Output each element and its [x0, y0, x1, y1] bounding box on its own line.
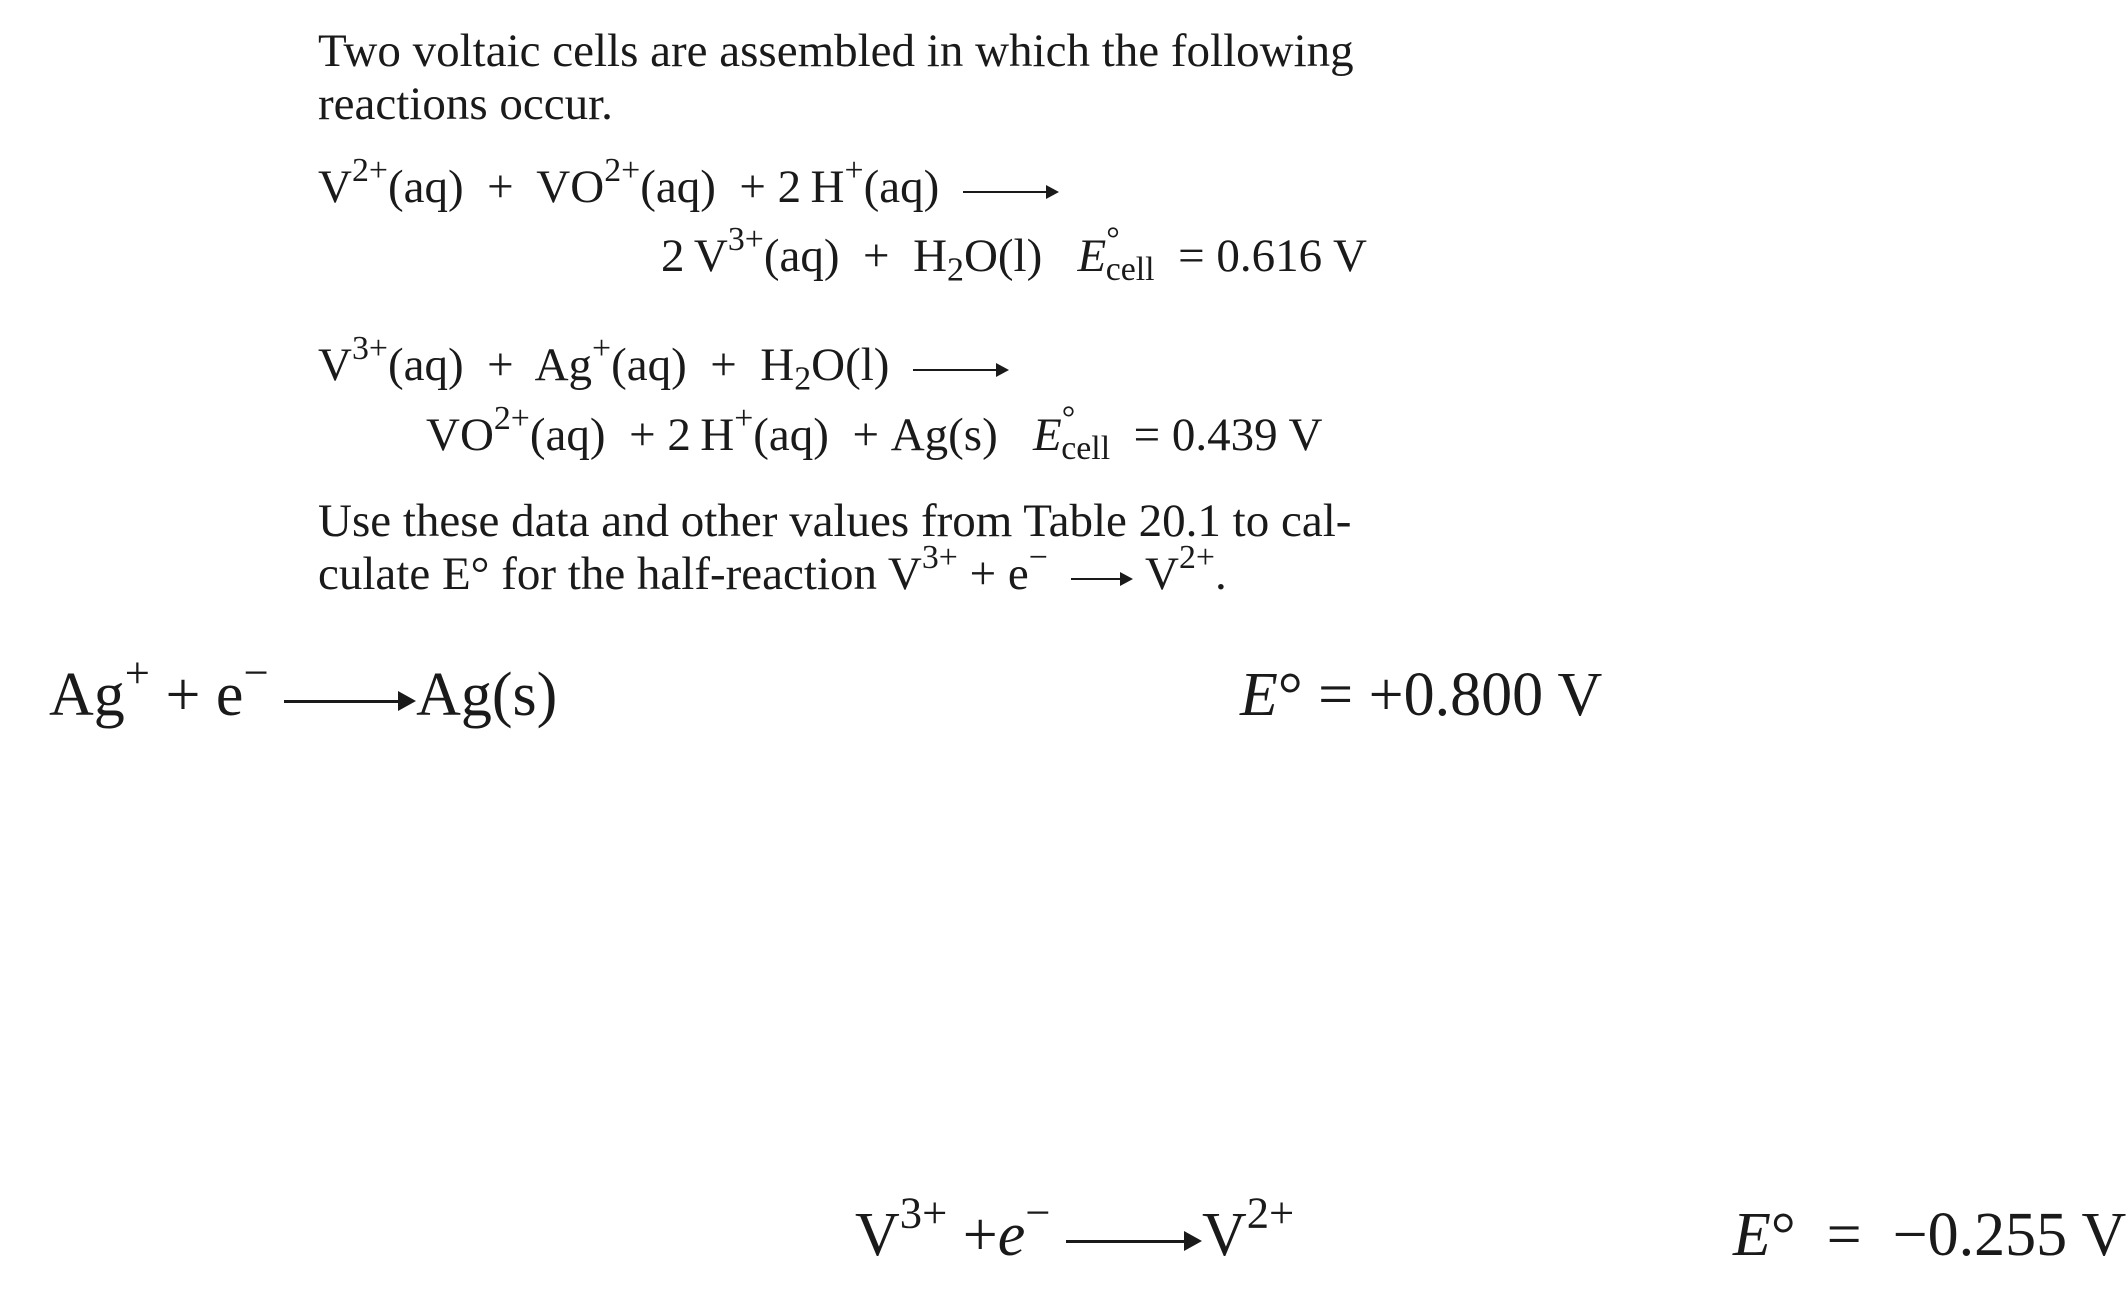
vanadium-half-reaction: $V^{3+} +e^-$ $V^{2+}$: [855, 1187, 1295, 1269]
reaction-arrow: [1071, 577, 1133, 580]
silver-half-reaction: Ag+ + e− Ag(s): [49, 647, 558, 729]
reaction-arrow: [284, 699, 416, 703]
ecell-2-value: 0.439 V: [1171, 409, 1323, 461]
question-line-1: Use these data and other values from Table 20.1 to cal-: [318, 495, 1352, 547]
vanadium-potential: E° = −0.255 V: [1733, 1201, 2127, 1269]
ecell-1-value: 0.616 V: [1216, 230, 1367, 282]
ecell-2: $E^\circ_{cell}$: [1033, 400, 1111, 468]
ecell-1: $E^\circ_{cell}$: [1077, 221, 1155, 289]
reaction-2-products: $VO^{2+}(aq) + 2$ H+(aq) + Ag(s) $E^\circ_{cell} = 0.439$ V: [426, 400, 1323, 468]
problem-question: [318, 495, 1351, 601]
intro-line-2: reactions occur.: [318, 78, 613, 130]
intro-line-1: Two voltaic cells are assembled in which the following: [318, 25, 1354, 77]
reaction-2-reactants: $V^{3+}(aq) + Ag^+(aq) + H_2O(l)$: [318, 338, 1009, 392]
reaction-arrow: [913, 368, 1009, 371]
reaction-1-reactants: $V^{2+}(aq) + VO^{2+}(aq) + 2$ H+(aq): [318, 160, 1059, 214]
reaction-arrow: [1066, 1239, 1202, 1243]
reaction-1-products: 2 $V^{3+}(aq) + H_2O(l)$ $E^\circ_{cell} = 0.616$ V: [661, 221, 1367, 289]
problem-intro: [318, 25, 1354, 131]
silver-potential: E° = +0.800 V: [1240, 661, 1603, 729]
silver-potential-value: +0.800 V: [1368, 661, 1603, 729]
reaction-arrow: [963, 190, 1059, 193]
vanadium-potential-value: −0.255 V: [1892, 1201, 2127, 1269]
question-line-2: culate E° for the half-reaction $V^{3+} + e^-$ $V^{2+}$.: [318, 539, 1227, 600]
